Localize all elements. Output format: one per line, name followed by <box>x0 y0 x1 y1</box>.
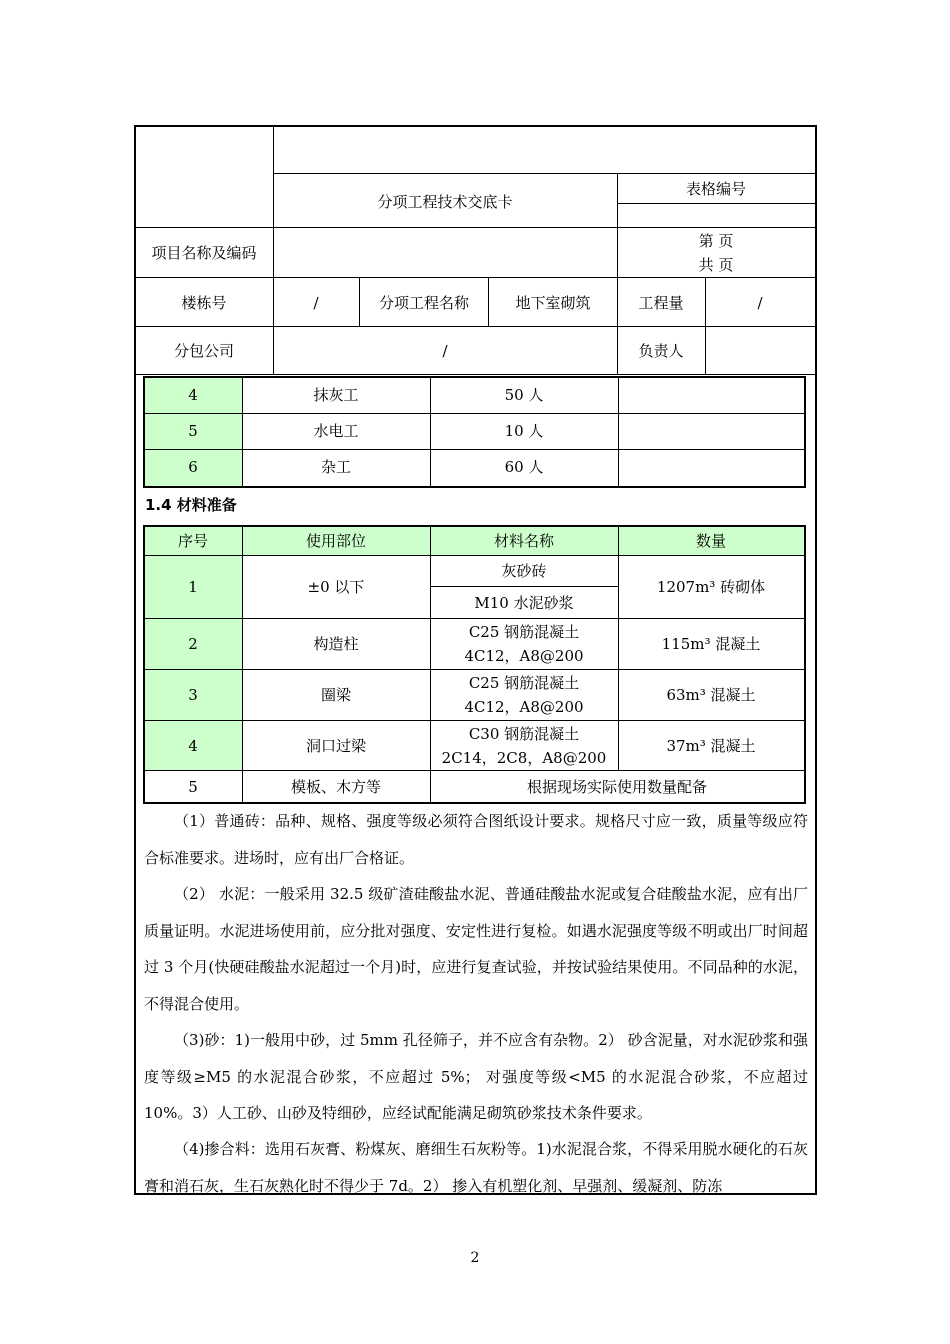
rule <box>705 277 706 374</box>
paragraph-sand: （3)砂：1)一般用中砂，过 5mm 孔径筛子，并不应含有杂物。2） 砂含泥量，对水泥砂浆和强度等级≥M5 的水泥混合砂浆，不应超过 5%； 对强度等级<M5 的水泥混合砂浆，不应超过 10%。3）人工砂、山砂及特细砂，应经试配能满足砌筑砂浆技术条件要求。 <box>144 1031 808 1123</box>
labor-row-count: 50 人 <box>504 386 544 404</box>
materials-row-material-sub: 4C12，A8@200 <box>464 698 584 716</box>
materials-row-part: 圈梁 <box>320 686 352 704</box>
materials-row-no: 1 <box>188 578 198 596</box>
materials-row-no: 5 <box>188 778 198 796</box>
materials-row-part: 模板、木方等 <box>290 778 382 796</box>
sub-company-value: / <box>442 342 448 360</box>
rule <box>136 374 815 375</box>
project-label: 项目名称及编码 <box>151 244 257 262</box>
materials-row-no: 4 <box>188 737 198 755</box>
rule <box>145 720 804 721</box>
rule <box>617 203 815 204</box>
rule <box>430 378 431 486</box>
materials-row-material: 灰砂砖 <box>501 562 547 580</box>
materials-row-no: 2 <box>188 635 198 653</box>
rule <box>145 449 804 450</box>
rule <box>145 618 804 619</box>
rule <box>618 527 619 770</box>
section-title-materials: 1.4 材料准备 <box>145 496 237 514</box>
labor-row-no: 4 <box>188 386 198 404</box>
sub-company-label: 分包公司 <box>173 342 235 360</box>
materials-row-quantity: 63m³ 混凝土 <box>666 686 756 704</box>
quantity-label: 工程量 <box>638 294 684 312</box>
materials-row-no: 3 <box>188 686 198 704</box>
form-title: 分项工程技术交底卡 <box>377 193 513 211</box>
materials-row-material: C30 钢筋混凝土 <box>468 725 580 743</box>
rule <box>145 669 804 670</box>
labor-row-no: 5 <box>188 422 198 440</box>
rule <box>136 227 815 228</box>
materials-header-no: 序号 <box>177 532 209 550</box>
materials-row-quantity: 1207m³ 砖砌体 <box>656 578 766 596</box>
materials-header-material: 材料名称 <box>493 532 555 550</box>
form-number-label: 表格编号 <box>685 180 747 198</box>
labor-row-count: 10 人 <box>504 422 544 440</box>
materials-row-part: ±0 以下 <box>307 578 365 596</box>
paragraph-cement: （2） 水泥：一般采用 32.5 级矿渣硅酸盐水泥、普通硅酸盐水泥或复合硅酸盐水泥，应有出厂质量证明。水泥进场使用前，应分批对强度、安定性进行复检。如遇水泥强度等级不明或出厂时间超过 3 个月(快硬硅酸盐水泥超过一个月)时，应进行复查试验，并按试验结果使用。不同品种的水泥，不得混合使用。 <box>144 885 808 1013</box>
rule <box>145 413 804 414</box>
labor-row-no: 6 <box>188 458 198 476</box>
materials-row-material: C25 钢筋混凝土 <box>468 623 580 641</box>
materials-header-part: 使用部位 <box>305 532 367 550</box>
rule <box>273 173 815 174</box>
page-label: 第 页 <box>698 232 734 250</box>
rule <box>136 277 815 278</box>
materials-row-quantity: 115m³ 混凝土 <box>661 635 761 653</box>
total-pages-label: 共 页 <box>698 256 734 274</box>
building-label: 楼栋号 <box>181 294 227 312</box>
labor-row-count: 60 人 <box>504 458 544 476</box>
page-number: 2 <box>470 1250 480 1266</box>
materials-row-material-sub: 4C12，A8@200 <box>464 647 584 665</box>
materials-row-quantity: 37m³ 混凝土 <box>666 737 756 755</box>
rule <box>617 277 618 374</box>
paragraph-admixture: （4)掺合料：选用石灰膏、粉煤灰、磨细生石灰粉等。1)水泥混合浆，不得采用脱水硬化的石灰膏和消石灰，生石灰熟化时不得少于 7d。2） 掺入有机塑化剂、早强剂、缓凝剂、防冻 <box>144 1140 808 1195</box>
rule <box>617 173 618 277</box>
rule <box>430 586 618 587</box>
item-name-label: 分项工程名称 <box>378 294 470 312</box>
rule <box>136 326 815 327</box>
rule <box>488 277 489 326</box>
materials-row-material-sub: M10 水泥砂浆 <box>474 594 574 612</box>
rule <box>145 555 804 556</box>
owner-label: 负责人 <box>638 342 684 360</box>
rule <box>242 527 243 802</box>
materials-row-part: 洞口过梁 <box>305 737 367 755</box>
materials-row-material: C25 钢筋混凝土 <box>468 674 580 692</box>
rule <box>273 127 274 374</box>
materials-header-quantity: 数量 <box>695 532 727 550</box>
rule <box>618 378 619 486</box>
labor-row-type: 水电工 <box>313 422 359 440</box>
materials-row-part: 构造柱 <box>313 635 359 653</box>
rule <box>430 527 431 802</box>
rule <box>359 277 360 326</box>
rule <box>242 378 243 486</box>
labor-row-type: 抹灰工 <box>313 386 359 404</box>
quantity-value: / <box>757 294 763 312</box>
materials-row-material: 根据现场实际使用数量配备 <box>526 778 708 796</box>
materials-row-material-sub: 2C14，2C8，A8@200 <box>441 749 607 767</box>
item-name-value: 地下室砌筑 <box>515 294 591 312</box>
paragraph-bricks: （1）普通砖：品种、规格、强度等级必须符合图纸设计要求。规格尺寸应一致，质量等级应符合标准要求。进场时，应有出厂合格证。 <box>144 812 808 867</box>
building-value: / <box>313 294 319 312</box>
rule <box>145 770 804 771</box>
labor-row-type: 杂工 <box>320 458 352 476</box>
